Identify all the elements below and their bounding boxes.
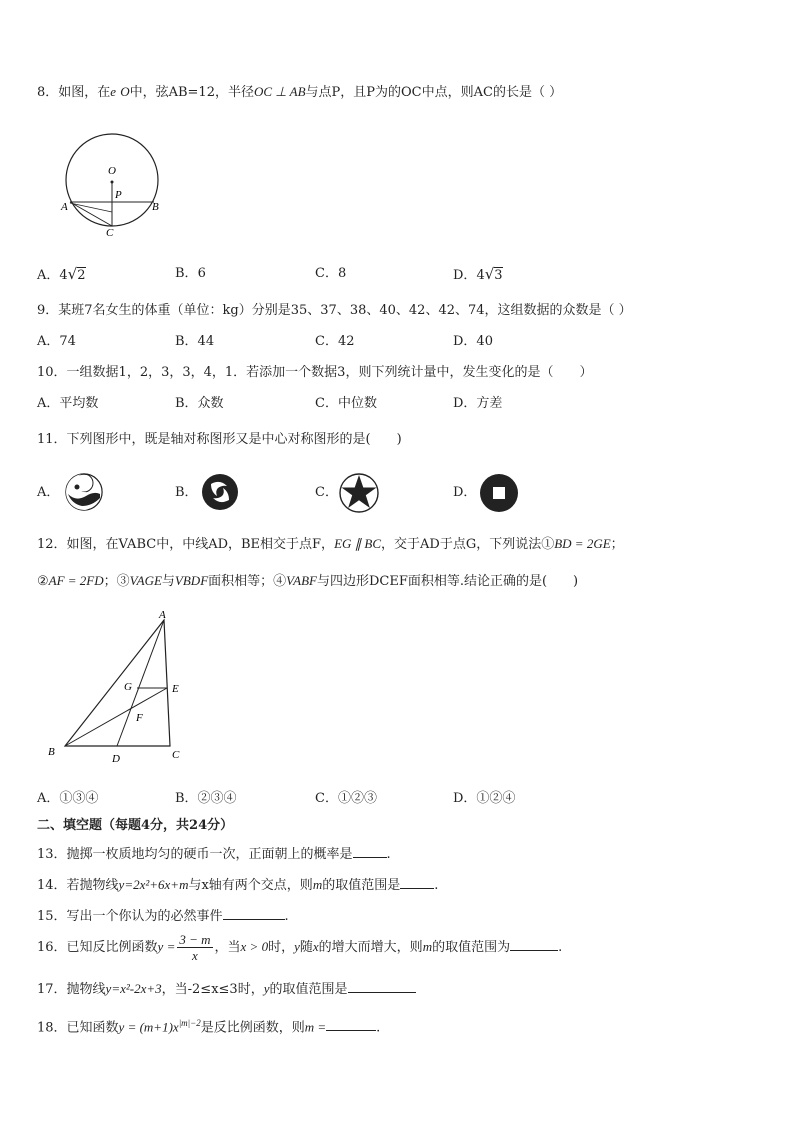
q14-answer-blank[interactable] xyxy=(400,874,434,889)
coin-square-hole-icon xyxy=(478,472,520,514)
q10-stem: 10．一组数据1，2，3，3，4，1．若添加一个数据3，则下列统计量中，发生变化的是（ ） xyxy=(37,365,593,380)
q15-stem: 15．写出一个你认为的必然事件 . xyxy=(37,905,289,926)
q17-stem: 17．抛物线y=x²-2x+3，当-2≤x≤3时，y的取值范围是 xyxy=(37,978,416,999)
q12-label-g: G xyxy=(124,681,132,693)
q10-option-d: D．方差 xyxy=(453,396,503,411)
q12-option-d: D．①②④ xyxy=(453,791,516,806)
q12-stem-line2: ②AF = 2FD；③VAGE与VBDF面积相等；④VABF与四边形DCEF面积相等.结论正确的是( ) xyxy=(37,573,579,589)
q12-label-d: D xyxy=(112,753,120,765)
q12-triangle-figure xyxy=(40,610,200,770)
q11-option-a-label: A． xyxy=(37,485,60,500)
q8-label-c: C xyxy=(106,227,114,239)
yin-yang-icon xyxy=(64,472,104,512)
q12-label-b: B xyxy=(48,746,55,758)
q8-label-p: P xyxy=(115,189,122,201)
q10-option-c: C．中位数 xyxy=(315,396,377,411)
q11-option-b-label: B． xyxy=(175,485,198,500)
q12-option-b: B．②③④ xyxy=(175,791,237,806)
q8-option-d: D．4√3 xyxy=(453,265,503,283)
q9-option-b: B．44 xyxy=(175,334,215,349)
q8-label-a: A xyxy=(61,201,68,213)
q12-label-f: F xyxy=(136,712,143,724)
q16-fraction: $\frac{3 - m}{x}$ xyxy=(179,932,211,963)
q13-stem: 13．抛掷一枚质地均匀的硬币一次，正面朝上的概率是 . xyxy=(37,843,391,864)
swirl-emblem-icon xyxy=(200,472,240,512)
q8-option-a: A．4√2 xyxy=(37,265,86,283)
section-heading: 二、填空题（每题4分，共24分） xyxy=(37,818,234,833)
q12-label-c: C xyxy=(172,749,180,761)
q16-stem: 16．已知反比例函数y = $\frac{3 - m}{x}$ ，当x > 0时，y随x的增大而增大，则m的取值范围为 . xyxy=(37,932,563,963)
q14-stem: 14．若抛物线y=2x²+6x+m与x轴有两个交点，则m的取值范围是 . xyxy=(37,874,438,895)
q13-answer-blank[interactable] xyxy=(353,843,387,858)
q9-stem: 9．某班7名女生的体重（单位：kg）分别是35、37、38、40、42、42、74，这组数据的众数是（ ） xyxy=(37,303,632,318)
q9-option-c: C．42 xyxy=(315,334,355,349)
q10-option-a: A．平均数 xyxy=(37,396,99,411)
q18-answer-blank[interactable] xyxy=(326,1016,376,1031)
q15-answer-blank[interactable] xyxy=(223,905,285,920)
q18-stem: 18．已知函数$y = (m+1)x^{|m|-2}$是反比例函数，则m = . xyxy=(37,1018,381,1036)
q12-option-c: C．①②③ xyxy=(315,791,377,806)
q8-label-o: O xyxy=(108,165,116,177)
q8-label-b: B xyxy=(152,201,159,213)
q11-stem: 11．下列图形中，既是轴对称图形又是中心对称图形的是( ) xyxy=(37,432,402,447)
q16-answer-blank[interactable] xyxy=(510,936,558,951)
q11-option-c-label: C． xyxy=(315,485,338,500)
q12-label-e: E xyxy=(172,683,179,695)
q9-option-d: D．40 xyxy=(453,334,493,349)
q12-option-a: A．①③④ xyxy=(37,791,99,806)
q11-option-d-label: D． xyxy=(453,485,477,500)
q8-circle-figure xyxy=(58,124,168,240)
q9-option-a: A．74 xyxy=(37,334,76,349)
q17-answer-blank[interactable] xyxy=(348,978,416,993)
q8-option-b: B．6 xyxy=(175,266,206,281)
q8-option-c: C．8 xyxy=(315,266,347,281)
q8-stem: 8．如图，在e O中，弦AB=12，半径OC ⊥ AB与点P，且P为的OC中点，则AC的长是（ ） xyxy=(37,84,563,100)
q10-option-b: B．众数 xyxy=(175,396,224,411)
q12-label-a: A xyxy=(159,610,166,621)
q12-stem-line1: 12．如图，在VABC中，中线AD，BE相交于点F，EG ∥ BC，交于AD于点G，下列说法①BD = 2GE； xyxy=(37,536,624,552)
star-in-circle-icon xyxy=(338,472,380,514)
